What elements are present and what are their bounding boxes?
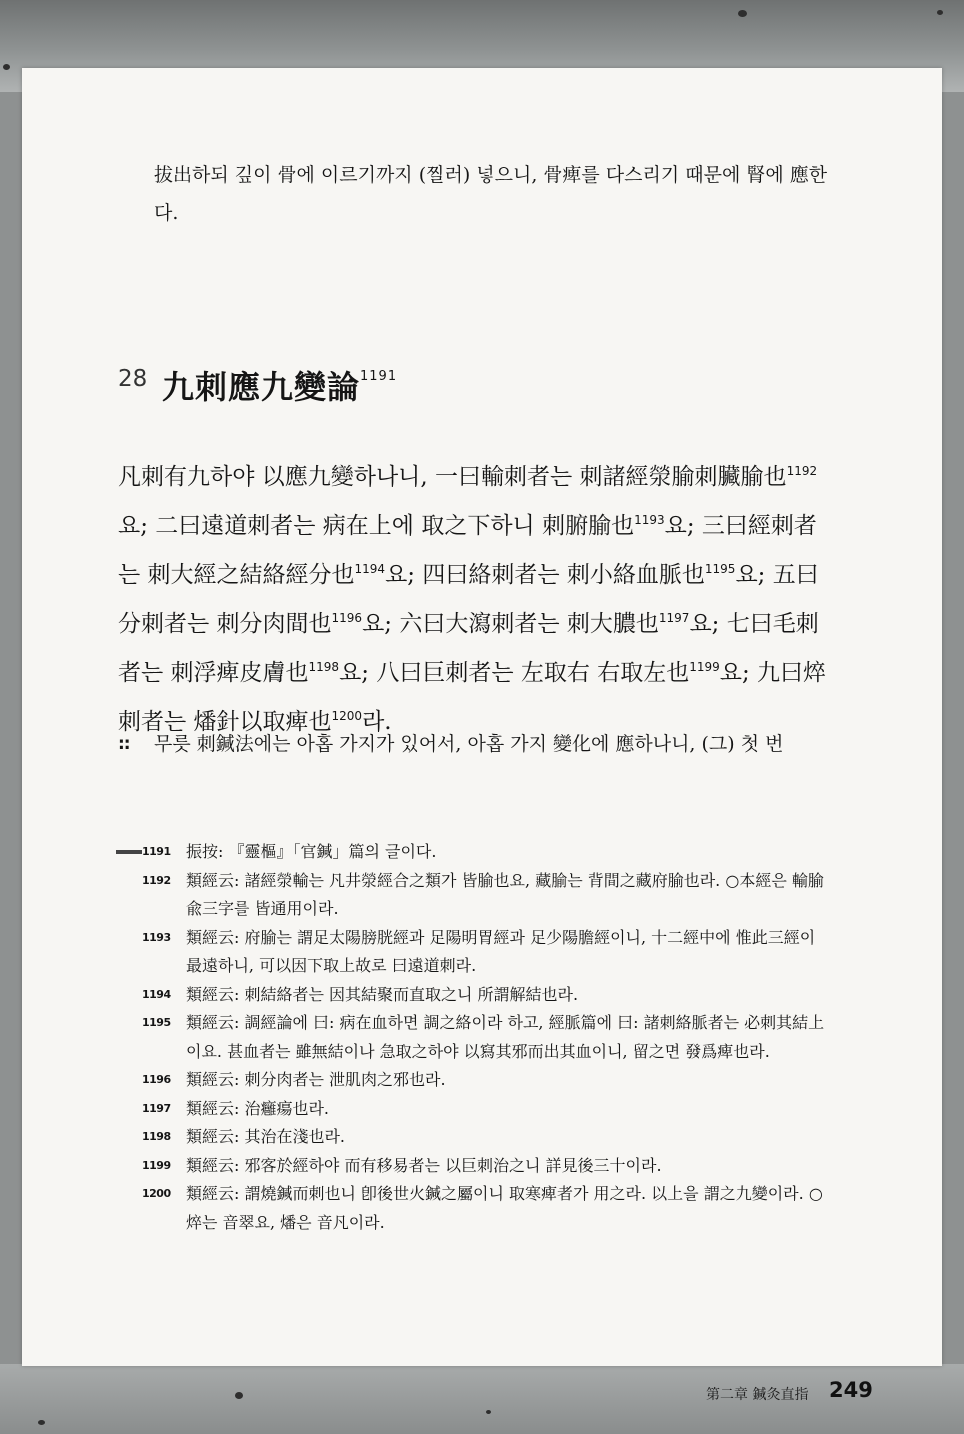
translation-marker: :: xyxy=(118,734,130,754)
footnote-ref: 1193 xyxy=(634,513,665,527)
footnotes xyxy=(114,838,836,1237)
footnote-text: 類經云: 府腧는 謂足太陽膀胱經과 足陽明胃經과 足少陽膽經이니, 十二經中에 惟此三經이 最遠하니, 可以因下取上故로 曰遠道刺라. xyxy=(186,927,816,975)
footnote-text: 類經云: 刺分肉者는 泄肌肉之邪也라. xyxy=(186,1070,446,1089)
footnote-item xyxy=(114,1180,836,1237)
footnote-number: 1200 xyxy=(142,1187,171,1200)
footnote-ref: 1198 xyxy=(308,660,340,674)
translation-text: 무릇 刺鍼法에는 아홉 가지가 있어서, 아홉 가지 變化에 應하나니, (그) 첫 번 xyxy=(154,733,784,755)
footnote-text: 類經云: 調經論에 曰: 病在血하면 調之絡이라 하고, 經脈篇에 曰: 諸刺絡脈者는 必刺其結上이요. 甚血者는 雖無結이나 急取之하야 以寫其邪而出其血이니, 留之면 發爲痺也라. xyxy=(186,1013,825,1061)
footnote-item xyxy=(114,1095,836,1124)
footnote-number: 1196 xyxy=(142,1073,171,1086)
footnote-ref: 1194 xyxy=(354,562,386,576)
footnote-text: 類經云: 治癰瘍也라. xyxy=(186,1098,330,1118)
main-text-segment: 요; 四曰絡刺者는 刺小絡血脈也 xyxy=(385,562,705,588)
scan-speck xyxy=(3,64,10,70)
footnote-ref: 1195 xyxy=(704,562,736,576)
footnote-number: 1194 xyxy=(142,987,171,1001)
footnote-number: 1193 xyxy=(142,930,171,944)
footnote-number: 1195 xyxy=(142,1016,171,1029)
scan-speck xyxy=(486,1410,491,1414)
scan-speck xyxy=(235,1392,243,1399)
page-number: 249 xyxy=(829,1378,873,1402)
footnote-item xyxy=(114,1152,836,1181)
footnote-text: 類經云: 謂燒鍼而刺也니 卽後世火鍼之屬이니 取寒痺者가 用之라. 以上을 謂之九變이라. ○焠는 音翠요, 燔은 音凡이라. xyxy=(186,1184,823,1232)
footnote-number: 1197 xyxy=(142,1101,171,1115)
footnote-text: 類經云: 邪客於經하야 而有移易者는 以巨刺治之니 詳見後三十이라. xyxy=(186,1155,662,1175)
footnote-ref: 1200 xyxy=(331,709,363,723)
scan-speck xyxy=(937,10,943,15)
main-text-segment: 요; 五曰分刺者는 刺分肉間也 xyxy=(118,562,819,637)
main-text xyxy=(118,450,830,744)
footnote-text: 類經云: 諸經滎輸는 凡井滎經合之類가 皆腧也요, 藏腧는 背間之藏府腧也라. ○本經은 輸腧兪三字를 皆通用이라. xyxy=(186,870,824,918)
footnote-text: 類經云: 其治在淺也라. xyxy=(186,1127,346,1146)
running-footer-chapter: 第二章 鍼灸直指 xyxy=(706,1387,809,1403)
scan-background-bottom xyxy=(0,1364,964,1434)
main-text-segment: 요; 三曰經刺者는 刺大經之結絡經分也 xyxy=(118,513,817,588)
footnote-item xyxy=(114,1009,836,1066)
section-title xyxy=(162,362,397,408)
main-text-segment: 요; 八曰巨刺者는 左取右 右取左也 xyxy=(339,660,690,686)
footnote-ref: 1196 xyxy=(331,611,363,625)
footnote-number: 1198 xyxy=(142,1130,171,1143)
main-text-segment: 요; 二曰遠道刺者는 病在上에 取之下하니 刺腑腧也 xyxy=(118,513,635,539)
main-text-segment: 요; 九曰焠刺者는 燔針以取痺也 xyxy=(118,660,827,735)
scan-speck xyxy=(738,10,747,17)
footnote-text: 振按: 『靈樞』「官鍼」篇의 글이다. xyxy=(186,842,437,861)
scan-speck xyxy=(38,1420,45,1425)
main-text-segment: 라. xyxy=(362,709,392,735)
section-title-text: 九刺應九變論 xyxy=(162,368,361,406)
footnote-ref: 1199 xyxy=(689,660,720,674)
footnote-item xyxy=(114,867,836,924)
footnote-text: 類經云: 刺結絡者는 因其結聚而直取之니 所謂解結也라. xyxy=(186,984,579,1004)
footnote-ref: 1197 xyxy=(658,611,690,625)
section-number: 28 xyxy=(118,366,148,392)
footnote-number: 1191 xyxy=(142,845,171,858)
footnote-item xyxy=(114,1123,836,1152)
footnote-item xyxy=(114,981,836,1010)
carry-over-paragraph: 拔出하되 깊이 骨에 이르기까지 (찔러) 넣으니, 骨痺를 다스리기 때문에 腎에 應한다. xyxy=(154,164,828,224)
footnote-ref: 1192 xyxy=(786,464,818,478)
footnote-number: 1192 xyxy=(142,873,171,887)
main-text-segment: 요; 七曰毛刺者는 刺浮痺皮膚也 xyxy=(118,611,819,686)
section-title-footnote-ref: 1191 xyxy=(360,369,398,384)
footnote-item xyxy=(114,924,836,981)
footnote-item xyxy=(114,838,836,867)
main-text-segment: 요; 六曰大瀉刺者는 刺大膿也 xyxy=(362,611,659,637)
main-text-segment: 凡刺有九하야 以應九變하나니, 一曰輸刺者는 刺諸經滎腧刺臟腧也 xyxy=(118,464,787,490)
footnote-number: 1199 xyxy=(142,1158,171,1172)
footnote-item xyxy=(114,1066,836,1095)
footnote-rule xyxy=(116,850,142,854)
